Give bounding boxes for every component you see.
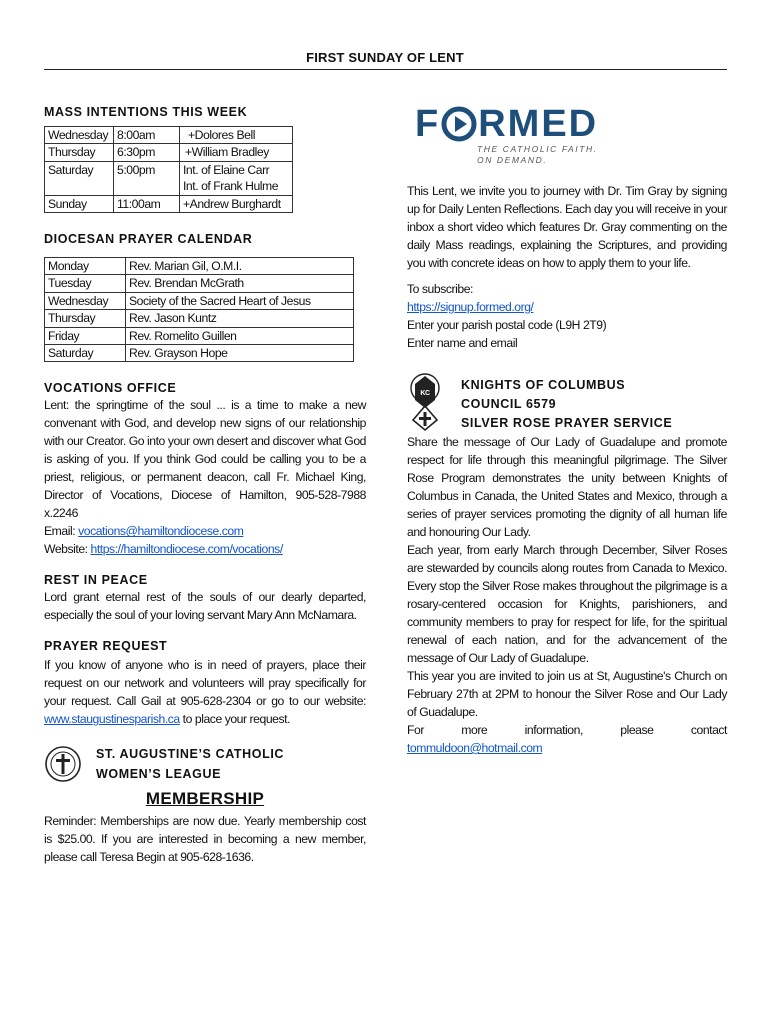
cwl-body: Reminder: Memberships are now due. Yearly membership cost is $25.00. If you are interested in becoming a new member, please call Teresa Begin at 905-628-1636.	[44, 814, 366, 865]
calendar-day: Tuesday	[45, 275, 126, 292]
knights-para-1: Share the message of Our Lady of Guadalupe and promote respect for life through this meaningful pilgrimage. The Silver Rose Program demonstrates the unity between Knights of Columbus in Canada, the United States and Mexico, through a series of prayer services promoting the dignity of all human life and honouring Our Lady.	[407, 435, 727, 539]
name-email-line: Enter name and email	[407, 336, 518, 350]
left-column	[44, 104, 366, 866]
knights-para-3: This year you are invited to join us at St, Augustine's Church on February 27th at 2PM to honour the Silver Rose and Our Lady of Guadalupe.	[407, 669, 727, 719]
rest-in-peace-body: Lord grant eternal rest of the souls of our dearly departed, especially the soul of your loving servant Mary Ann McNamara.	[44, 590, 366, 623]
vocations-website-link[interactable]: https://hamiltondiocese.com/vocations/	[90, 542, 283, 557]
subscribe-link[interactable]: https://signup.formed.org/	[407, 300, 534, 314]
cwl-logo-icon	[44, 740, 82, 788]
mass-day: Wednesday	[45, 127, 114, 144]
prayer-request-section	[44, 638, 366, 728]
subscribe-label: To subscribe:	[407, 282, 473, 296]
vocations-heading: VOCATIONS OFFICE	[44, 381, 177, 396]
calendar-day: Thursday	[45, 310, 126, 327]
calendar-day: Wednesday	[45, 292, 126, 309]
mass-intentions-section	[44, 104, 366, 213]
formed-play-icon	[441, 106, 477, 142]
right-column	[407, 104, 727, 757]
cwl-section	[44, 740, 366, 866]
formed-section	[407, 182, 727, 352]
svg-text:KC: KC	[420, 390, 430, 397]
mass-intention: +Andrew Burghardt	[180, 195, 293, 212]
parish-website-link[interactable]: www.staugustinesparish.ca	[44, 712, 180, 727]
table-row	[45, 345, 354, 362]
email-label: Email:	[44, 524, 79, 539]
vocations-email-line	[44, 522, 366, 540]
vocations-website-line	[44, 540, 366, 558]
calendar-name: Rev. Romelito Guillen	[126, 327, 354, 344]
vocations-section	[44, 380, 366, 558]
page-title: FIRST SUNDAY OF LENT	[306, 50, 464, 65]
mass-day: Sunday	[45, 195, 114, 212]
table-row	[45, 275, 354, 292]
formed-logo: F RMED THE CATHOLIC FAITH. ON DEMAND.	[415, 103, 599, 165]
mass-intentions-heading: MASS INTENTIONS THIS WEEK	[44, 105, 248, 119]
calendar-day: Saturday	[45, 345, 126, 362]
vocations-email-link[interactable]: vocations@hamiltondiocese.com	[78, 524, 244, 539]
calendar-name: Rev. Jason Kuntz	[126, 310, 354, 327]
cwl-heading: ST. AUGUSTINE’S CATHOLIC WOMEN’S LEAGUE	[96, 747, 285, 782]
knights-para-2: Each year, from early March through December, Silver Roses are stewarded by councils along routes from Canada to Mexico. Every stop the Silver Rose makes throughout the pilgrimage is a rosary-centered occasion for Knights, parishioners, and community members to pray for respect for life, for the spiritual renewal of each nation, and for the advancement of the message of Our Lady of Guadalupe.	[407, 543, 727, 665]
table-row	[45, 258, 354, 275]
mass-intention: Int. of Elaine Carr Int. of Frank Hulme	[180, 161, 293, 195]
website-label: Website:	[44, 542, 91, 557]
knights-section	[407, 372, 727, 757]
mass-day: Saturday	[45, 161, 114, 195]
mass-intention: +William Bradley	[180, 144, 293, 161]
calendar-day: Monday	[45, 258, 126, 275]
rest-in-peace-heading: REST IN PEACE	[44, 573, 148, 588]
table-row	[45, 161, 293, 195]
membership-title: MEMBERSHIP	[145, 789, 265, 809]
vocations-body: Lent: the springtime of the soul ... is a time to make a new convenant with God, and develop new signs of our relationship with our Creator. Go into your own desert and discover what God is asking of you. If you think God could be calling you to be a priest, religious, or permanent deacon, call Fr. Michael King, Director of Vocations, Diocese of Hamilton, 905-528-7988 x.2246	[44, 398, 366, 521]
rest-in-peace-section	[44, 572, 366, 624]
diocesan-calendar-table	[44, 257, 354, 362]
postal-code-line: Enter your parish postal code (L9H 2T9)	[407, 318, 607, 332]
diocesan-calendar-section	[44, 231, 366, 362]
knights-heading: KNIGHTS OF COLUMBUS COUNCIL 6579 SILVER ROSE PRAYER SERVICE	[461, 378, 673, 430]
prayer-request-heading: PRAYER REQUEST	[44, 639, 168, 654]
mass-day: Thursday	[45, 144, 114, 161]
contact-line: For more information, please contact	[407, 723, 727, 737]
table-row	[45, 144, 293, 161]
calendar-name: Rev. Grayson Hope	[126, 345, 354, 362]
formed-body: This Lent, we invite you to journey with Dr. Tim Gray by signing up for Daily Lenten Reflections. Each day you will receive in your inbox a short video which features Dr. Gray commenting on the daily Mass readings, explaining the Scriptures, and providing you with concrete ideas on how to apply them to your life.	[407, 184, 727, 270]
calendar-name: Society of the Sacred Heart of Jesus	[126, 292, 354, 309]
table-row	[45, 292, 354, 309]
contact-email-link[interactable]: tommuldoon@hotmail.com	[407, 741, 543, 755]
calendar-name: Rev. Brendan McGrath	[126, 275, 354, 292]
diocesan-calendar-heading: DIOCESAN PRAYER CALENDAR	[44, 232, 253, 247]
mass-intention: +Dolores Bell	[180, 127, 293, 144]
header-divider	[44, 69, 727, 70]
table-row	[45, 127, 293, 144]
mass-time: 5:00pm	[114, 161, 180, 195]
calendar-day: Friday	[45, 327, 126, 344]
knights-of-columbus-emblem-icon	[407, 372, 443, 432]
mass-time: 8:00am	[114, 127, 180, 144]
table-row	[45, 195, 293, 212]
table-row	[45, 327, 354, 344]
mass-intentions-table	[44, 126, 293, 213]
prayer-request-body: If you know of anyone who is in need of prayers, place their request on our network and volunteers will pray specifically for your request. Call Gail at 905-628-2304 or go to our website: www.staugustinesparish.ca to place your request.	[44, 658, 366, 727]
calendar-name: Rev. Marian Gil, O.M.I.	[126, 258, 354, 275]
mass-time: 6:30pm	[114, 144, 180, 161]
mass-time: 11:00am	[114, 195, 180, 212]
table-row	[45, 310, 354, 327]
